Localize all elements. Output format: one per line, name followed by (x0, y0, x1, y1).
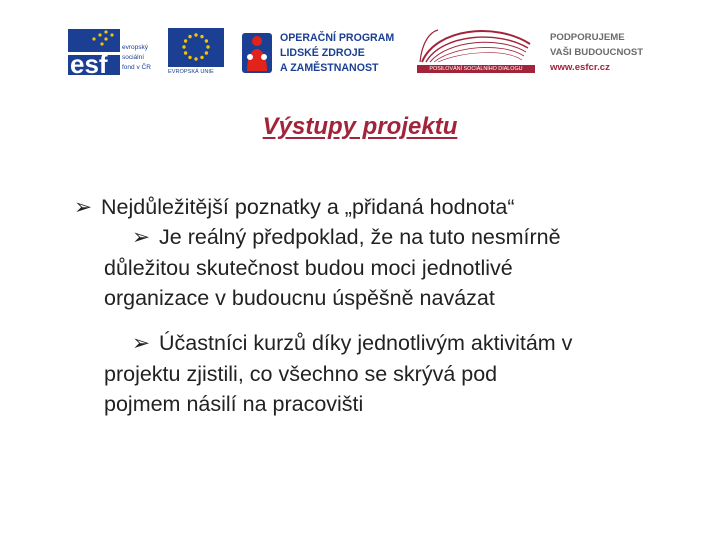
slogan-line-1: PODPORUJEME (550, 32, 625, 43)
arrow-bullet-icon: ➢ (74, 195, 93, 220)
op-line-3: A ZAMĚSTNANOST (280, 62, 379, 74)
op-figure-icon (238, 27, 278, 79)
eu-logo (166, 27, 226, 77)
sub-bullet-1-line-2: důležitou skutečnost budou moci jednotlivé (104, 256, 513, 280)
social-dialogue-logo (416, 22, 536, 78)
eu-caption: EVROPSKÁ UNIE (168, 69, 214, 75)
slide-title-text: Výstupy projektu (262, 113, 458, 140)
slogan (550, 30, 643, 75)
logo-bar (0, 0, 720, 90)
esf-logo (66, 26, 164, 78)
arrow-bullet-icon: ➢ (132, 225, 151, 250)
sub-bullet-2-line-1 (104, 328, 704, 359)
sub-bullet-2-line-3: pojmem násilí na pracovišti (104, 392, 364, 416)
sub-bullet-1-first-line: Je reálný předpoklad, že na tuto nesmírně (159, 225, 561, 249)
op-line-2: LIDSKÉ ZDROJE (280, 47, 365, 59)
slide-title (0, 113, 720, 141)
sub-bullet-2-line-2: projektu zjistili, co všechno se skrývá pod (104, 362, 498, 386)
esf-line-2: sociální (122, 54, 145, 61)
sub-bullet-1 (104, 222, 704, 313)
main-bullet (74, 192, 515, 223)
op-line-1: OPERAČNÍ PROGRAM (280, 32, 395, 44)
esf-mark: esf (70, 49, 108, 78)
eu-flag-icon (166, 27, 226, 69)
esf-line-3: fond v ČR (122, 64, 151, 71)
dialogue-band: POSILOVÁNÍ SOCIÁLNÍHO DIALOGU (417, 65, 535, 73)
op-text (280, 31, 394, 76)
op-logo (238, 27, 408, 79)
sub-bullet-2 (104, 328, 704, 419)
arrow-bullet-icon: ➢ (132, 331, 151, 356)
sub-bullet-2-first-line: Účastníci kurzů díky jednotlivým aktivitám v (159, 331, 573, 355)
main-bullet-text: Nejdůležitější poznatky a „přidaná hodnota“ (101, 195, 515, 219)
esf-line-1: evropský (122, 44, 149, 51)
dialogue-swoosh-icon (416, 22, 536, 66)
sub-bullet-1-line-1 (104, 222, 704, 253)
sub-bullet-1-line-3: organizace v budoucnu úspěšně navázat (104, 286, 495, 310)
slogan-url: www.esfcr.cz (550, 62, 610, 73)
slogan-line-2: VAŠI BUDOUCNOST (550, 47, 644, 58)
